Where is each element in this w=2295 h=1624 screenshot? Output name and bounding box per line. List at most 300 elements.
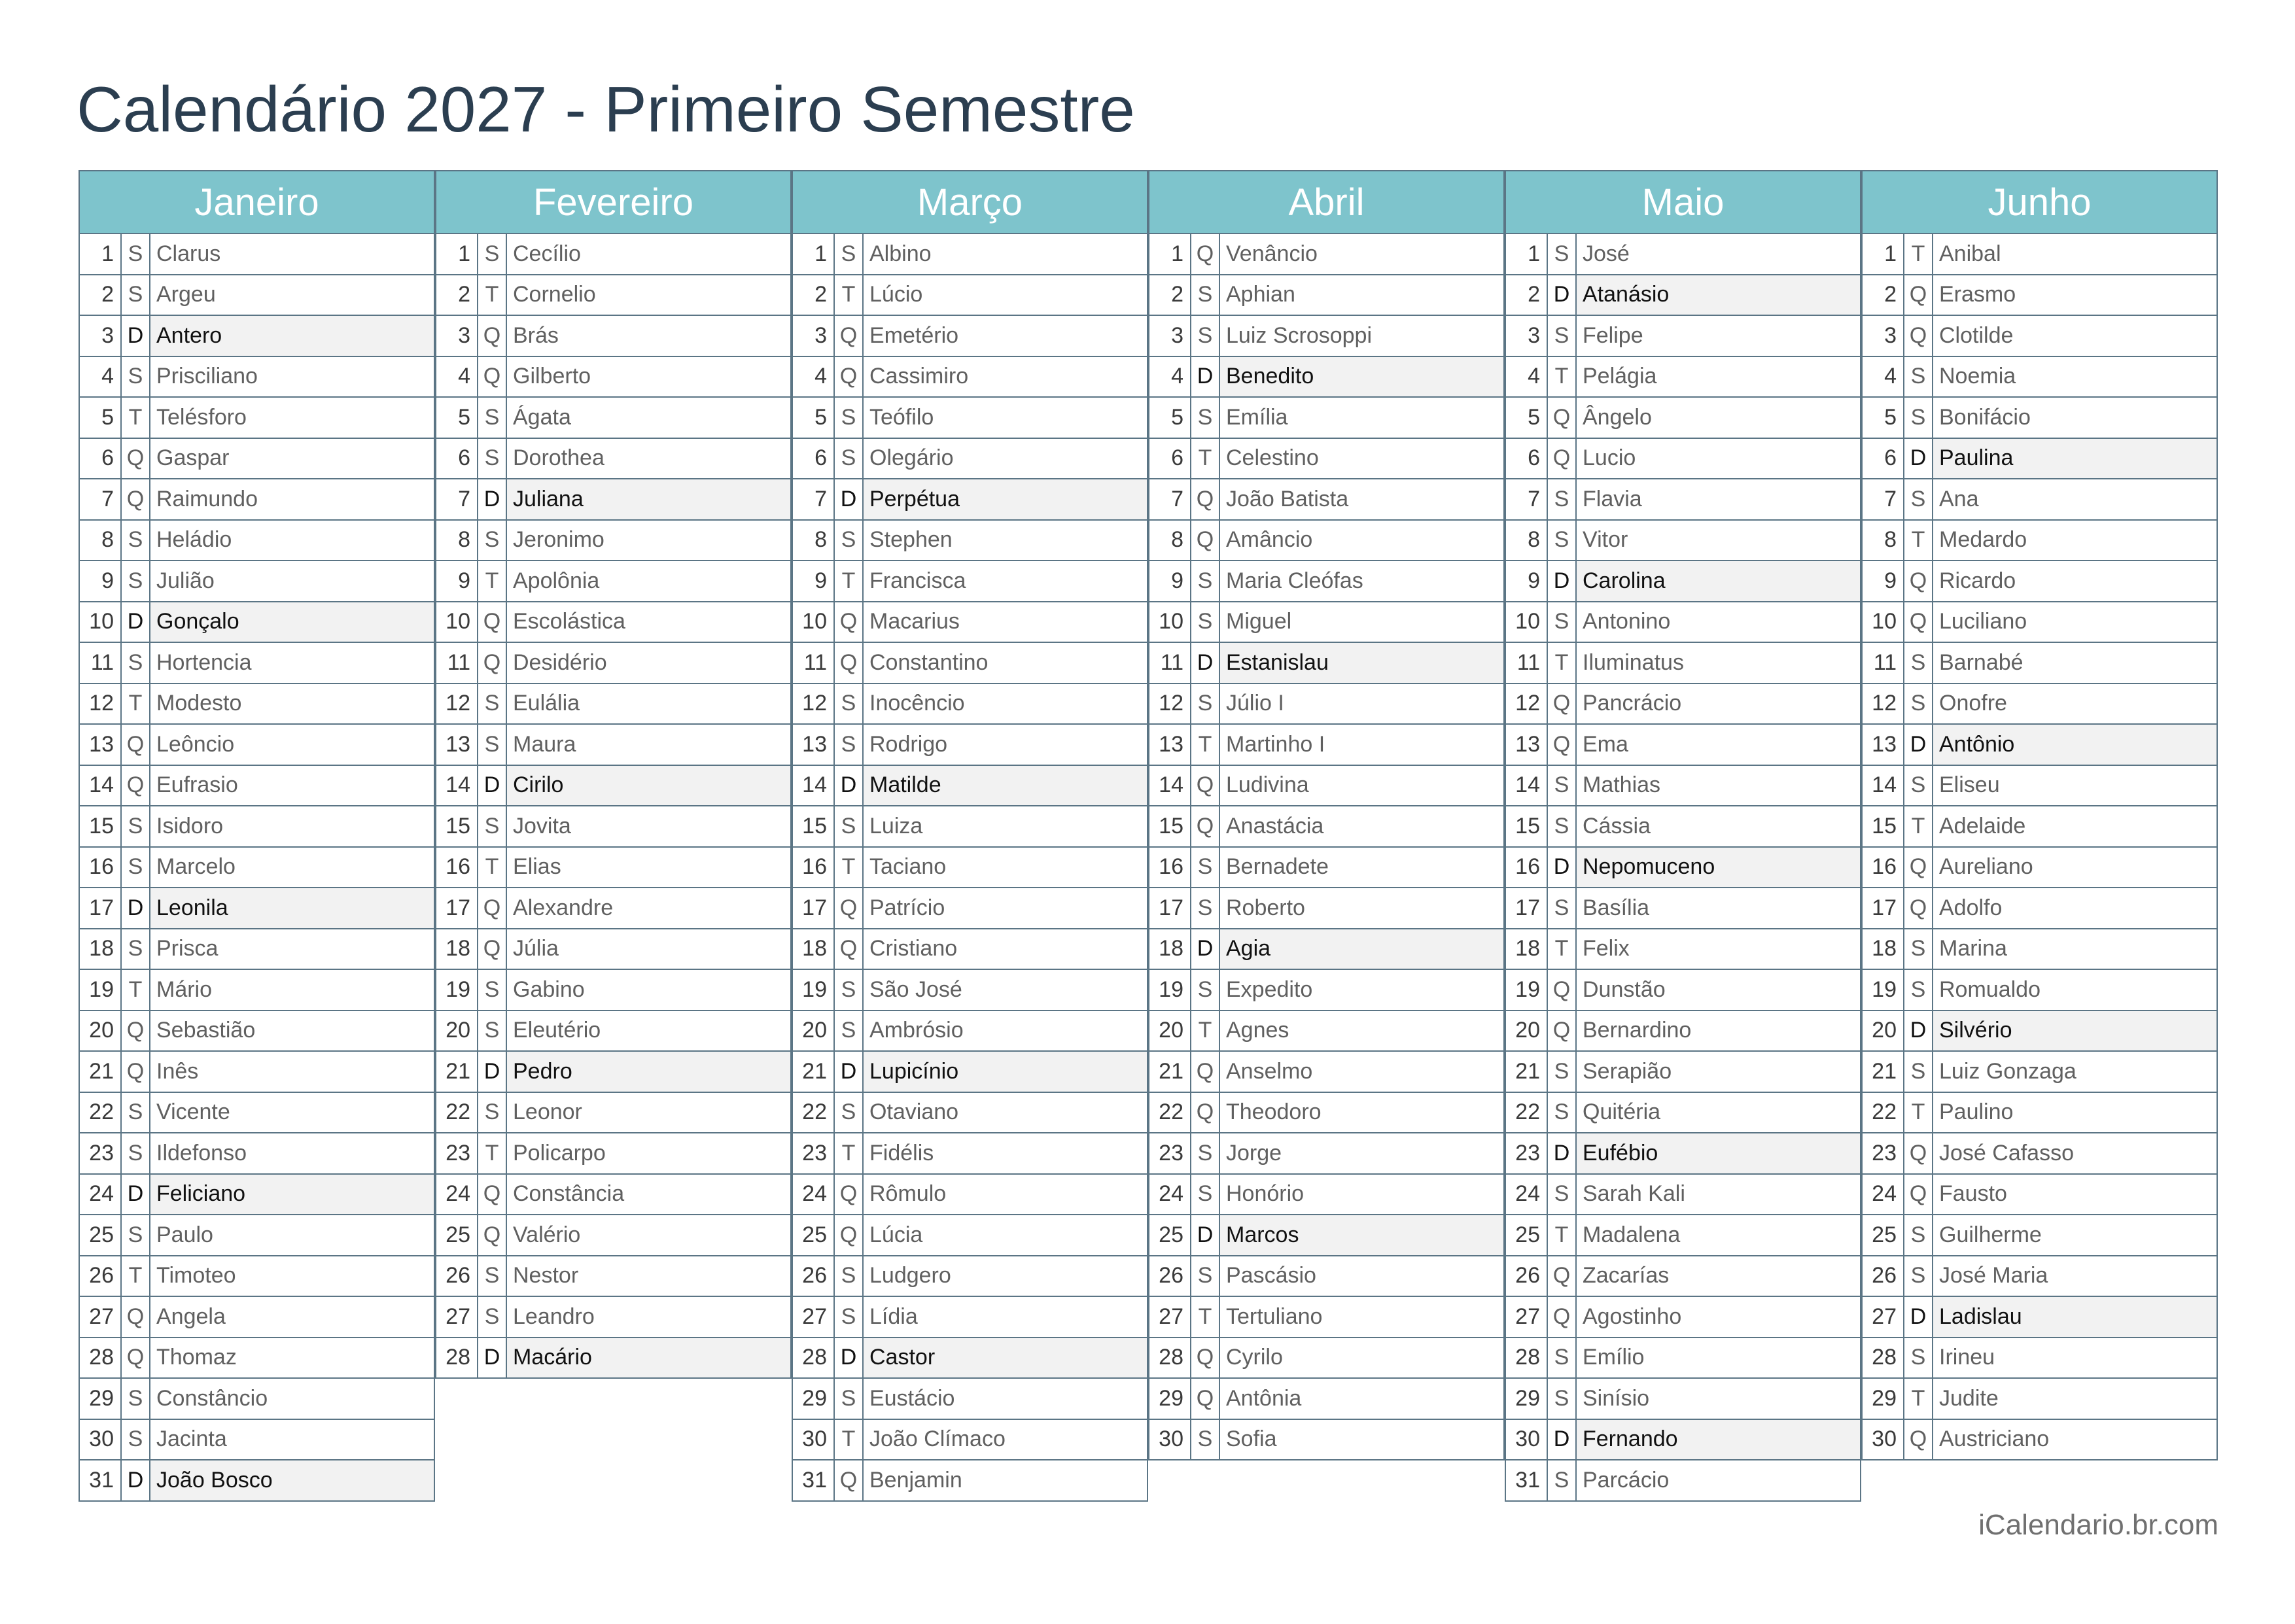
month-header: Abril <box>1148 170 1505 234</box>
saint-name: Marcelo <box>156 854 236 880</box>
weekday-letter: S <box>122 848 150 888</box>
saint-name: Paulina <box>1933 439 2216 479</box>
day-row <box>80 602 434 644</box>
day-number: 8 <box>1506 521 1548 561</box>
weekday-letter: Q <box>1904 316 1933 356</box>
saint-name: Castor <box>864 1338 1147 1378</box>
day-number: 22 <box>1149 1093 1191 1133</box>
weekday-letter: T <box>835 1420 864 1460</box>
day-row <box>1863 970 2216 1011</box>
day-row <box>1149 479 1503 521</box>
day-row <box>436 848 790 889</box>
saint-name: Dorothea <box>513 445 604 471</box>
saint-name: Luiz Scrosoppi <box>1226 322 1373 348</box>
day-number: 6 <box>80 439 122 479</box>
day-number: 11 <box>80 643 122 683</box>
weekday-letter: Q <box>122 479 150 519</box>
saint-name: Estanislau <box>1220 643 1503 683</box>
day-number: 25 <box>80 1215 122 1255</box>
weekday-letter: T <box>1904 1379 1933 1419</box>
weekday-letter: D <box>478 1052 507 1092</box>
day-row <box>436 766 790 807</box>
saint-name: Atanásio <box>1577 275 1860 315</box>
day-row <box>1506 970 1860 1011</box>
saint-name: Tertuliano <box>1226 1304 1323 1329</box>
weekday-letter: S <box>122 275 150 315</box>
weekday-letter: T <box>1548 643 1577 683</box>
day-row <box>1863 1052 2216 1093</box>
day-row <box>436 1133 790 1175</box>
day-row <box>80 275 434 317</box>
weekday-letter: Q <box>478 357 507 397</box>
day-number: 19 <box>436 970 478 1010</box>
day-row <box>793 1133 1147 1175</box>
day-row <box>1149 1011 1503 1052</box>
day-row <box>436 1011 790 1052</box>
day-row <box>793 602 1147 644</box>
weekday-letter: S <box>1904 479 1933 519</box>
saint-name: Bonifácio <box>1939 404 2031 430</box>
day-row <box>80 1338 434 1379</box>
day-row <box>436 806 790 848</box>
day-row <box>1149 357 1503 398</box>
saint-name: Macarius <box>869 609 960 634</box>
weekday-letter: Q <box>1548 398 1577 438</box>
saint-name: Rodrigo <box>869 731 948 757</box>
saint-name: Feliciano <box>150 1175 434 1215</box>
day-number: 21 <box>1863 1052 1904 1092</box>
day-row <box>793 1420 1147 1461</box>
saint-name: Valério <box>513 1222 581 1247</box>
day-number: 7 <box>793 479 835 519</box>
saint-name: Paulino <box>1939 1099 2014 1125</box>
saint-name: Argeu <box>156 282 216 307</box>
weekday-letter: D <box>1191 643 1220 683</box>
weekday-letter: Q <box>122 725 150 765</box>
weekday-letter: S <box>1191 888 1220 928</box>
day-number: 20 <box>1863 1011 1904 1051</box>
day-number: 28 <box>1506 1338 1548 1378</box>
day-row <box>80 1011 434 1052</box>
day-number: 13 <box>1149 725 1191 765</box>
day-number: 6 <box>436 439 478 479</box>
day-number: 27 <box>1506 1297 1548 1337</box>
weekday-letter: S <box>478 521 507 561</box>
saint-name: Cirilo <box>507 766 790 806</box>
day-row <box>793 1093 1147 1134</box>
day-row <box>793 1460 1147 1502</box>
weekday-letter: Q <box>122 439 150 479</box>
saint-name: Escolástica <box>513 609 625 634</box>
day-number: 6 <box>1863 439 1904 479</box>
day-row <box>1506 806 1860 848</box>
saint-name: Cristiano <box>869 936 958 961</box>
weekday-letter: S <box>835 806 864 846</box>
weekday-letter: S <box>835 521 864 561</box>
day-number: 17 <box>793 888 835 928</box>
saint-name: Guilherme <box>1939 1222 2042 1247</box>
day-number: 30 <box>1506 1420 1548 1460</box>
saint-name: Taciano <box>869 854 947 880</box>
day-number: 2 <box>436 275 478 315</box>
weekday-letter: D <box>1548 1420 1577 1460</box>
day-row <box>436 316 790 357</box>
weekday-letter: Q <box>1191 806 1220 846</box>
day-number: 28 <box>1863 1338 1904 1378</box>
month-header: Março <box>792 170 1148 234</box>
day-row <box>80 643 434 684</box>
day-number: 7 <box>1506 479 1548 519</box>
day-number: 18 <box>1863 929 1904 969</box>
day-number: 5 <box>80 398 122 438</box>
saint-name: Ludivina <box>1226 772 1309 798</box>
weekday-letter: D <box>122 602 150 642</box>
day-number: 11 <box>1149 643 1191 683</box>
saint-name: Felipe <box>1583 322 1643 348</box>
day-list <box>435 234 792 1379</box>
weekday-letter: D <box>478 479 507 519</box>
weekday-letter: D <box>478 766 507 806</box>
saint-name: Clarus <box>156 241 221 266</box>
day-row <box>1506 766 1860 807</box>
saint-name: Anastácia <box>1226 813 1324 838</box>
saint-name: Agnes <box>1226 1018 1289 1043</box>
weekday-letter: T <box>122 970 150 1010</box>
day-row <box>436 1215 790 1256</box>
day-row <box>1863 316 2216 357</box>
weekday-letter: S <box>835 439 864 479</box>
weekday-letter: S <box>478 1093 507 1133</box>
saint-name: Sinísio <box>1583 1385 1650 1411</box>
day-row <box>80 1093 434 1134</box>
saint-name: Mário <box>156 976 213 1002</box>
weekday-letter: S <box>478 398 507 438</box>
weekday-letter: Q <box>1191 1052 1220 1092</box>
day-row <box>436 1338 790 1379</box>
day-number: 25 <box>1149 1215 1191 1255</box>
day-number: 15 <box>436 806 478 846</box>
day-row <box>793 684 1147 725</box>
saint-name: Olegário <box>869 445 954 471</box>
saint-name: Isidoro <box>156 813 224 838</box>
weekday-letter: S <box>835 1011 864 1051</box>
day-number: 3 <box>1863 316 1904 356</box>
weekday-letter: T <box>1904 234 1933 274</box>
saint-name: Emílio <box>1583 1345 1645 1370</box>
saint-name: Anselmo <box>1226 1058 1313 1084</box>
month-column <box>792 170 1148 1502</box>
saint-name: Miguel <box>1226 609 1292 634</box>
saint-name: Luiza <box>869 813 923 838</box>
saint-name: Angela <box>156 1304 226 1329</box>
day-row <box>80 316 434 357</box>
day-row <box>1863 1256 2216 1298</box>
saint-name: José <box>1583 241 1630 266</box>
weekday-letter: S <box>478 1297 507 1337</box>
month-header: Maio <box>1505 170 1861 234</box>
weekday-letter: Q <box>478 602 507 642</box>
site-credit: iCalendario.br.com <box>1978 1509 2218 1541</box>
day-row <box>436 888 790 929</box>
day-number: 24 <box>793 1175 835 1215</box>
saint-name: Luciliano <box>1939 609 2027 634</box>
day-row <box>793 1215 1147 1256</box>
day-row <box>1863 1338 2216 1379</box>
day-number: 28 <box>1149 1338 1191 1378</box>
month-column <box>1148 170 1505 1460</box>
saint-name: Maria Cleófas <box>1226 568 1363 593</box>
day-number: 19 <box>1506 970 1548 1010</box>
saint-name: Fernando <box>1577 1420 1860 1460</box>
saint-name: Luiz Gonzaga <box>1939 1058 2076 1084</box>
day-number: 17 <box>1149 888 1191 928</box>
day-number: 11 <box>1863 643 1904 683</box>
day-number: 16 <box>80 848 122 888</box>
day-number: 21 <box>1149 1052 1191 1092</box>
weekday-letter: T <box>1191 1011 1220 1051</box>
saint-name: Clotilde <box>1939 322 2014 348</box>
weekday-letter: S <box>1548 1379 1577 1419</box>
day-row <box>436 725 790 766</box>
saint-name: Pancrácio <box>1583 691 1682 716</box>
saint-name: Lídia <box>869 1304 918 1329</box>
day-number: 14 <box>436 766 478 806</box>
day-row <box>436 275 790 317</box>
saint-name: Ágata <box>513 404 571 430</box>
day-row <box>1863 439 2216 480</box>
day-number: 29 <box>1863 1379 1904 1419</box>
saint-name: Telésforo <box>156 404 247 430</box>
day-row <box>1149 806 1503 848</box>
saint-name: Parcácio <box>1583 1467 1670 1493</box>
day-number: 1 <box>1149 234 1191 274</box>
day-number: 29 <box>1149 1379 1191 1419</box>
weekday-letter: Q <box>1191 766 1220 806</box>
day-number: 2 <box>80 275 122 315</box>
day-number: 14 <box>1149 766 1191 806</box>
day-number: 18 <box>436 929 478 969</box>
day-row <box>793 357 1147 398</box>
weekday-letter: S <box>1904 643 1933 683</box>
day-row <box>80 888 434 929</box>
weekday-letter: D <box>1548 561 1577 601</box>
day-row <box>1149 1420 1503 1461</box>
day-number: 10 <box>80 602 122 642</box>
saint-name: Ricardo <box>1939 568 2016 593</box>
day-row <box>1506 848 1860 889</box>
saint-name: Teófilo <box>869 404 934 430</box>
day-row <box>1863 1133 2216 1175</box>
day-row <box>80 766 434 807</box>
day-row <box>80 1256 434 1298</box>
weekday-letter: S <box>1191 970 1220 1010</box>
weekday-letter: D <box>122 1175 150 1215</box>
saint-name: Inês <box>156 1058 199 1084</box>
day-number: 4 <box>436 357 478 397</box>
saint-name: Honório <box>1226 1181 1305 1207</box>
day-row <box>1149 1215 1503 1256</box>
weekday-letter: S <box>1904 929 1933 969</box>
saint-name: Amâncio <box>1226 527 1313 553</box>
day-number: 14 <box>1863 766 1904 806</box>
saint-name: Otaviano <box>869 1099 959 1125</box>
day-row <box>1149 398 1503 439</box>
weekday-letter: S <box>122 1093 150 1133</box>
day-number: 2 <box>793 275 835 315</box>
weekday-letter: Q <box>1548 439 1577 479</box>
weekday-letter: T <box>478 561 507 601</box>
day-number: 31 <box>80 1460 122 1500</box>
day-row <box>1506 275 1860 317</box>
day-number: 4 <box>1863 357 1904 397</box>
day-row <box>1506 1460 1860 1502</box>
weekday-letter: Q <box>122 1011 150 1051</box>
saint-name: Romualdo <box>1939 976 2041 1002</box>
day-row <box>793 1052 1147 1093</box>
day-row <box>80 561 434 602</box>
day-number: 18 <box>793 929 835 969</box>
saint-name: Raimundo <box>156 486 258 511</box>
weekday-letter: Q <box>478 643 507 683</box>
weekday-letter: S <box>835 970 864 1010</box>
day-row <box>793 234 1147 275</box>
weekday-letter: Q <box>835 1175 864 1215</box>
day-number: 30 <box>1863 1420 1904 1460</box>
saint-name: Antônia <box>1226 1385 1302 1411</box>
saint-name: Sarah Kali <box>1583 1181 1685 1207</box>
saint-name: Ambrósio <box>869 1018 964 1043</box>
weekday-letter: T <box>478 1133 507 1173</box>
day-row <box>436 1175 790 1216</box>
weekday-letter: S <box>478 234 507 274</box>
day-row <box>1506 1297 1860 1338</box>
saint-name: São José <box>869 976 962 1002</box>
weekday-letter: Q <box>835 316 864 356</box>
saint-name: Hortencia <box>156 649 252 675</box>
day-row <box>436 1052 790 1093</box>
weekday-letter: Q <box>122 1338 150 1378</box>
day-row <box>80 1052 434 1093</box>
saint-name: Judite <box>1939 1385 1999 1411</box>
weekday-letter: S <box>835 234 864 274</box>
day-number: 25 <box>1863 1215 1904 1255</box>
weekday-letter: T <box>478 275 507 315</box>
day-row <box>1506 929 1860 971</box>
saint-name: Juliana <box>507 479 790 519</box>
saint-name: Marina <box>1939 936 2007 961</box>
day-row <box>1149 316 1503 357</box>
saint-name: Timoteo <box>156 1263 236 1288</box>
weekday-letter: S <box>1191 275 1220 315</box>
day-number: 25 <box>793 1215 835 1255</box>
weekday-letter: Q <box>835 888 864 928</box>
weekday-letter: Q <box>478 316 507 356</box>
day-row <box>793 398 1147 439</box>
saint-name: Gaspar <box>156 445 230 471</box>
day-number: 7 <box>1149 479 1191 519</box>
day-number: 19 <box>1149 970 1191 1010</box>
day-number: 27 <box>436 1297 478 1337</box>
day-row <box>793 766 1147 807</box>
saint-name: Prisca <box>156 936 219 961</box>
day-number: 10 <box>793 602 835 642</box>
day-number: 1 <box>1506 234 1548 274</box>
weekday-letter: S <box>122 234 150 274</box>
weekday-letter: S <box>1904 766 1933 806</box>
weekday-letter: D <box>1548 275 1577 315</box>
weekday-letter: S <box>1548 806 1577 846</box>
day-number: 22 <box>793 1093 835 1133</box>
day-row <box>1149 725 1503 766</box>
month-header: Fevereiro <box>435 170 792 234</box>
saint-name: Júlio I <box>1226 691 1284 716</box>
weekday-letter: D <box>1904 1297 1933 1337</box>
day-row <box>1863 725 2216 766</box>
saint-name: Medardo <box>1939 527 2027 553</box>
weekday-letter: S <box>1548 602 1577 642</box>
day-row <box>1506 1175 1860 1216</box>
day-row <box>793 1379 1147 1420</box>
day-row <box>1506 1052 1860 1093</box>
day-row <box>1863 766 2216 807</box>
saint-name: Jacinta <box>156 1426 227 1452</box>
saint-name: Thomaz <box>156 1345 237 1370</box>
saint-name: João Clímaco <box>869 1426 1006 1452</box>
weekday-letter: D <box>1191 929 1220 969</box>
day-number: 8 <box>80 521 122 561</box>
day-row <box>436 234 790 275</box>
day-row <box>1506 1420 1860 1461</box>
weekday-letter: S <box>835 1256 864 1296</box>
saint-name: Leandro <box>513 1304 595 1329</box>
weekday-letter: T <box>1904 806 1933 846</box>
day-number: 17 <box>436 888 478 928</box>
day-number: 10 <box>1506 602 1548 642</box>
weekday-letter: Q <box>1904 275 1933 315</box>
weekday-letter: S <box>1904 398 1933 438</box>
day-row <box>1149 766 1503 807</box>
saint-name: Irineu <box>1939 1345 1995 1370</box>
saint-name: Lúcia <box>869 1222 923 1247</box>
saint-name: Antonino <box>1583 609 1671 634</box>
day-row <box>1149 848 1503 889</box>
day-number: 13 <box>80 725 122 765</box>
saint-name: Lupicínio <box>864 1052 1147 1092</box>
weekday-letter: S <box>478 1011 507 1051</box>
saint-name: Heládio <box>156 527 232 553</box>
saint-name: Benjamin <box>869 1467 962 1493</box>
saint-name: Perpétua <box>864 479 1147 519</box>
weekday-letter: S <box>835 1297 864 1337</box>
day-number: 14 <box>793 766 835 806</box>
day-row <box>1506 1011 1860 1052</box>
day-number: 14 <box>80 766 122 806</box>
day-number: 5 <box>1506 398 1548 438</box>
day-row <box>793 521 1147 562</box>
day-number: 9 <box>80 561 122 601</box>
day-row <box>80 1460 434 1502</box>
day-number: 3 <box>1506 316 1548 356</box>
weekday-letter: Q <box>1904 1420 1933 1460</box>
saint-name: Cyrilo <box>1226 1345 1283 1370</box>
weekday-letter: D <box>835 1338 864 1378</box>
day-number: 8 <box>1149 521 1191 561</box>
day-row <box>80 479 434 521</box>
saint-name: Celestino <box>1226 445 1319 471</box>
saint-name: Benedito <box>1220 357 1503 397</box>
weekday-letter: Q <box>835 357 864 397</box>
saint-name: Gilberto <box>513 364 591 389</box>
